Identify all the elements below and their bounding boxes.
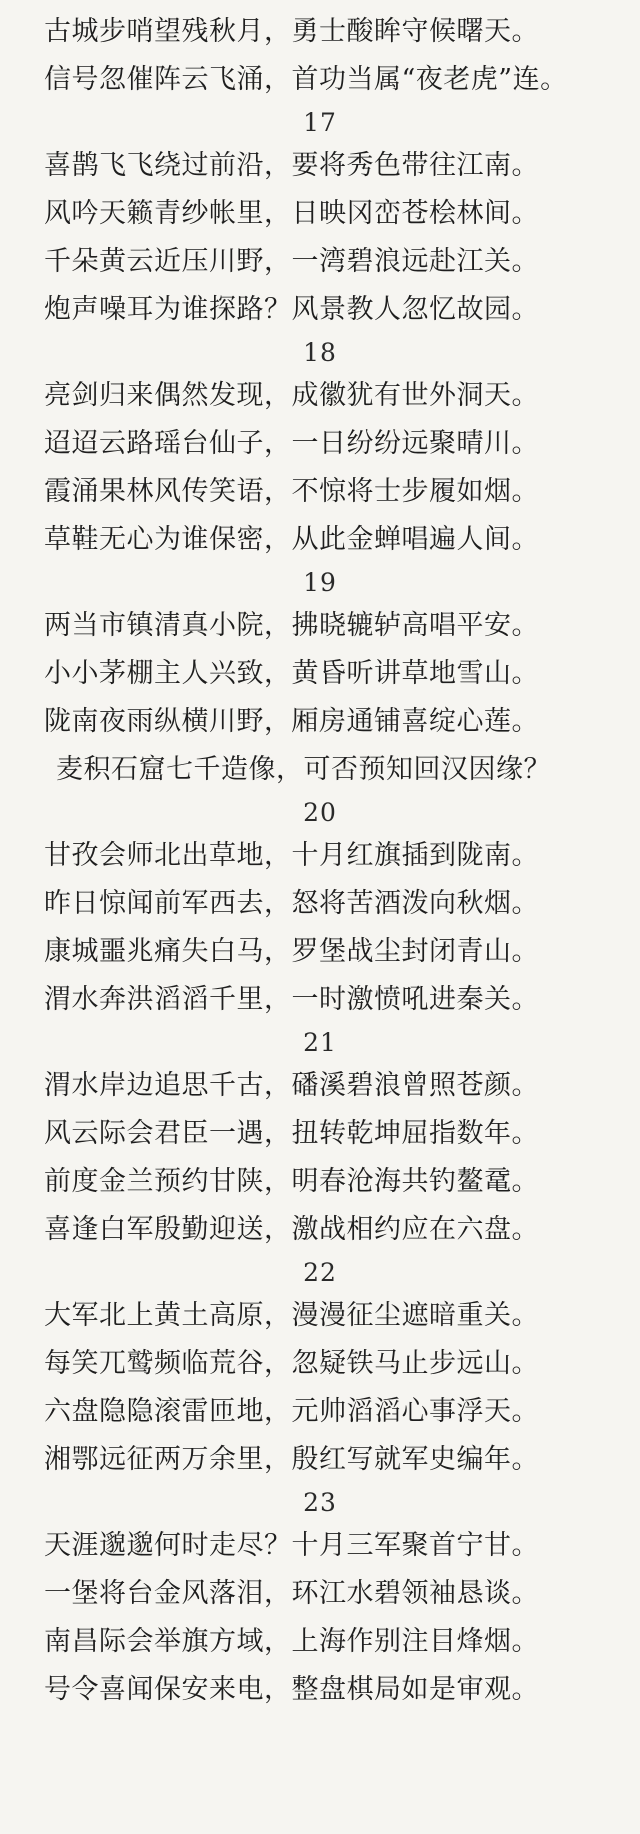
stanza-number: 21: [303, 1028, 337, 1057]
poem-line: 大军北上黄土高原，漫漫征尘遮暗重关。: [44, 1300, 539, 1331]
poem-line: 每笑兀鹫频临荒谷，忽疑铁马止步远山。: [44, 1348, 539, 1379]
intro-block: [0, 8, 640, 104]
stanza-23: [0, 1484, 640, 1714]
poem-line: 南昌际会举旗方域，上海作别注目烽烟。: [44, 1626, 539, 1657]
poem-line: 甘孜会师北出草地，十月红旗插到陇南。: [44, 840, 539, 871]
stanza-22: [0, 1254, 640, 1484]
poem-line: 古城步哨望残秋月，勇士酸眸守候曙天。: [44, 16, 539, 47]
poem-line: 渭水奔洪滔滔千里，一时激愤吼进秦关。: [44, 984, 539, 1015]
stanza-number: 19: [303, 568, 337, 597]
stanza-number: 18: [303, 338, 337, 367]
poem-line: 两当市镇清真小院，拂晓辘轳高唱平安。: [44, 610, 539, 641]
poem-line: 渭水岸边追思千古，磻溪碧浪曾照苍颜。: [44, 1070, 539, 1101]
poem-line: 风吟天籁青纱帐里，日映冈峦苍桧林间。: [44, 198, 539, 229]
stanza-number: 17: [303, 108, 337, 137]
poem-line: 湘鄂远征两万余里，殷红写就军史编年。: [44, 1444, 539, 1475]
poem-line: 昨日惊闻前军西去，怒将苦酒泼向秋烟。: [44, 888, 539, 919]
stanza-18: [0, 334, 640, 564]
stanza-19: [0, 564, 640, 794]
poem-line: 天涯邈邈何时走尽？十月三军聚首宁甘。: [44, 1530, 539, 1561]
stanza-17: [0, 104, 640, 334]
stanza-20: [0, 794, 640, 1024]
poem-line: 千朵黄云近压川野，一湾碧浪远赴江关。: [44, 246, 539, 277]
stanza-number: 20: [303, 798, 337, 827]
stanza-number: 22: [303, 1258, 337, 1287]
poem-line: 陇南夜雨纵横川野，厢房通铺喜绽心莲。: [44, 706, 539, 737]
poem-line: 草鞋无心为谁保密，从此金蝉唱遍人间。: [44, 524, 539, 555]
poem-line: 风云际会君臣一遇，扭转乾坤屈指数年。: [44, 1118, 539, 1149]
poem-line: 一堡将台金风落泪，环江水碧领袖恳谈。: [44, 1578, 539, 1609]
poem-line: 霞涌果林风传笑语，不惊将士步履如烟。: [44, 476, 539, 507]
poem-line: 喜鹊飞飞绕过前沿，要将秀色带往江南。: [44, 150, 539, 181]
poem-line: 迢迢云路瑶台仙子，一日纷纷远聚晴川。: [44, 428, 539, 459]
poem-line: 号令喜闻保安来电，整盘棋局如是审观。: [44, 1674, 539, 1705]
poem-line: 信号忽催阵云飞涌，首功当属“夜老虎”连。: [44, 64, 568, 95]
poem-line: 麦积石窟七千造像，可否预知回汉因缘？: [56, 754, 551, 785]
poem-line: 六盘隐隐滚雷匝地，元帅滔滔心事浮天。: [44, 1396, 539, 1427]
poem-line: 康城噩兆痛失白马，罗堡战尘封闭青山。: [44, 936, 539, 967]
poem-line: 炮声噪耳为谁探路？风景教人忽忆故园。: [44, 294, 539, 325]
stanza-21: [0, 1024, 640, 1254]
poem-line: 亮剑归来偶然发现，成徽犹有世外洞天。: [44, 380, 539, 411]
stanza-number: 23: [303, 1488, 337, 1517]
poem-line: 喜逢白军殷勤迎送，激战相约应在六盘。: [44, 1214, 539, 1245]
poem-line: 前度金兰预约甘陕，明春沧海共钓鳌鼋。: [44, 1166, 539, 1197]
poem-line: 小小茅棚主人兴致，黄昏听讲草地雪山。: [44, 658, 539, 689]
